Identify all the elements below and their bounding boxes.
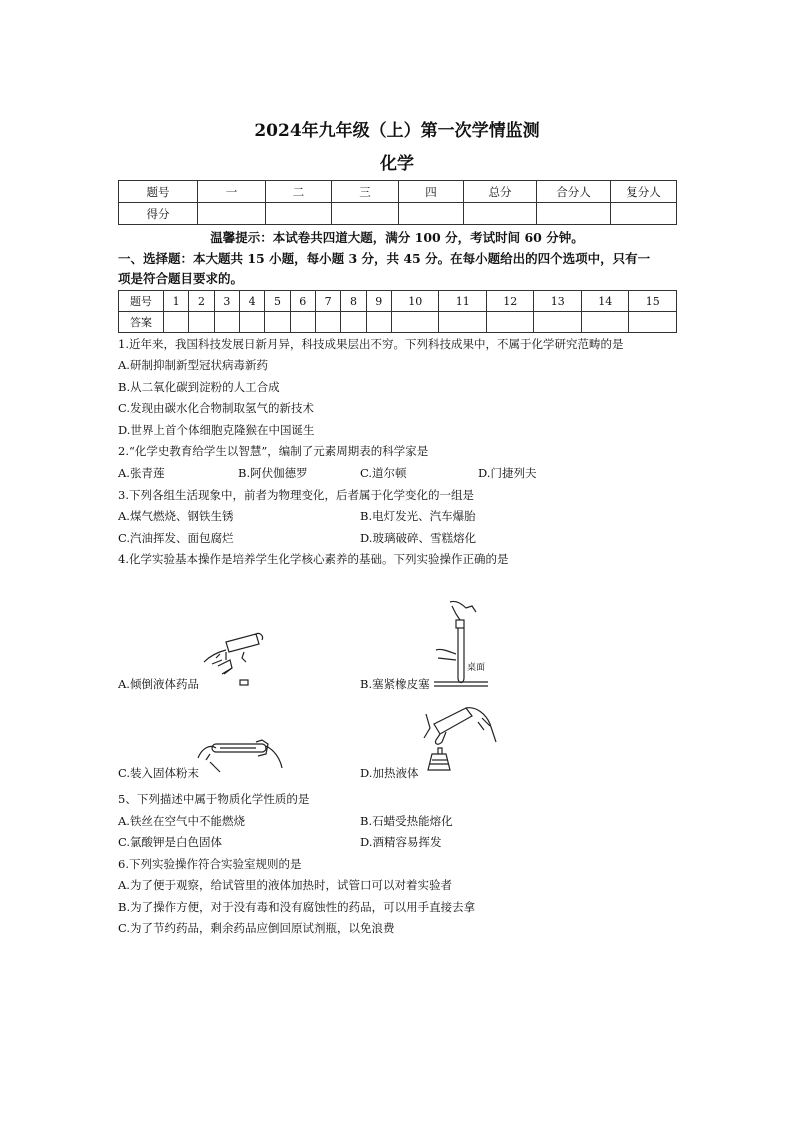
- question-number-cell: 13: [534, 291, 582, 312]
- q5-option-a: A.铁丝在空气中不能燃烧: [118, 814, 245, 828]
- score-row-label: 得分: [119, 203, 198, 225]
- section-1-line-1: 一、选择题：本大题共 15 小题，每小题 3 分，共 45 分。在每小题给出的四个选项中，只有一: [118, 251, 651, 266]
- q1-option-b: B.从二氧化碳到淀粉的人工合成: [118, 380, 280, 394]
- q4-option-d: D.加热液体: [360, 766, 419, 780]
- score-header-cell: 合分人: [537, 181, 611, 203]
- answer-row-label: 题号: [119, 291, 164, 312]
- answer-cell[interactable]: [534, 312, 582, 333]
- question-number-cell: 6: [290, 291, 315, 312]
- page-title: 2024年九年级（上）第一次学情监测: [254, 121, 540, 141]
- q5-option-d: D.酒精容易挥发: [360, 835, 442, 849]
- q1-stem: 1.近年来，我国科技发展日新月异，科技成果层出不穷。下列科技成果中，不属于化学研究范畴的是: [118, 337, 624, 351]
- score-cell[interactable]: [464, 203, 537, 225]
- pour-liquid-illustration: [196, 622, 268, 694]
- score-table: [118, 180, 677, 225]
- answer-cell[interactable]: [341, 312, 366, 333]
- exam-hint: 温馨提示：本试卷共四道大题，满分 100 分，考试时间 60 分钟。: [210, 230, 584, 245]
- q4-stem: 4.化学实验基本操作是培养学生化学核心素养的基础。下列实验操作正确的是: [118, 552, 509, 566]
- q4-b-desk-label: 桌面: [467, 663, 486, 673]
- q2-option-b: B.阿伏伽德罗: [238, 466, 308, 480]
- answer-cell[interactable]: [164, 312, 189, 333]
- section-1-heading: [118, 249, 678, 289]
- question-number-cell: 1: [164, 291, 189, 312]
- score-cell[interactable]: [332, 203, 399, 225]
- load-powder-illustration: [196, 734, 286, 774]
- answer-cell[interactable]: [366, 312, 391, 333]
- score-header-cell: 一: [198, 181, 266, 203]
- answer-table-number-row: [119, 291, 677, 312]
- q2-stem: 2.“化学史教育给学生以智慧”，编制了元素周期表的科学家是: [118, 444, 429, 458]
- answer-cell[interactable]: [391, 312, 439, 333]
- question-number-cell: 11: [439, 291, 487, 312]
- answer-cell[interactable]: [290, 312, 315, 333]
- q1-option-a: A.研制抑制新型冠状病毒新药: [118, 358, 268, 372]
- answer-cell[interactable]: [239, 312, 264, 333]
- q6-option-c: C.为了节约药品，剩余药品应倒回原试剂瓶，以免浪费: [118, 921, 395, 935]
- answer-cell[interactable]: [214, 312, 239, 333]
- q4-option-a: A.倾倒液体药品: [118, 677, 199, 691]
- question-number-cell: 9: [366, 291, 391, 312]
- question-number-cell: 5: [265, 291, 290, 312]
- heat-liquid-illustration: [416, 704, 506, 780]
- score-cell[interactable]: [537, 203, 611, 225]
- question-number-cell: 15: [629, 291, 677, 312]
- score-table-header-row: [119, 181, 677, 203]
- score-header-cell: 题号: [119, 181, 198, 203]
- question-number-cell: 2: [189, 291, 214, 312]
- score-cell[interactable]: [611, 203, 677, 225]
- question-number-cell: 3: [214, 291, 239, 312]
- q3-option-b: B.电灯发光、汽车爆胎: [360, 509, 476, 523]
- question-number-cell: 7: [315, 291, 340, 312]
- question-number-cell: 10: [391, 291, 439, 312]
- answer-cell[interactable]: [265, 312, 290, 333]
- question-number-cell: 14: [581, 291, 629, 312]
- question-number-cell: 12: [486, 291, 534, 312]
- answer-cell[interactable]: [486, 312, 534, 333]
- answer-table-answer-row: [119, 312, 677, 333]
- score-cell[interactable]: [198, 203, 266, 225]
- score-header-cell: 二: [266, 181, 332, 203]
- score-table-score-row: [119, 203, 677, 225]
- q4-option-c: C.装入固体粉末: [118, 766, 200, 780]
- score-header-cell: 总分: [464, 181, 537, 203]
- answer-cell[interactable]: [189, 312, 214, 333]
- q2-option-c: C.道尔顿: [360, 466, 407, 480]
- q4-option-b: B.塞紧橡皮塞: [360, 677, 430, 691]
- q2-option-d: D.门捷列夫: [478, 466, 537, 480]
- q1-option-c: C.发现由碳水化合物制取氢气的新技术: [118, 401, 315, 415]
- subject-title: 化学: [380, 154, 414, 174]
- score-header-cell: 复分人: [611, 181, 677, 203]
- score-cell[interactable]: [266, 203, 332, 225]
- answer-cell[interactable]: [315, 312, 340, 333]
- section-1-line-2: 项是符合题目要求的。: [118, 271, 244, 286]
- q2-option-a: A.张青莲: [118, 466, 165, 480]
- score-cell[interactable]: [399, 203, 464, 225]
- q3-option-d: D.玻璃破碎、雪糕熔化: [360, 531, 476, 545]
- q5-stem: 5、下列描述中属于物质化学性质的是: [118, 792, 310, 806]
- answer-cell[interactable]: [439, 312, 487, 333]
- q6-option-a: A.为了便于观察，给试管里的液体加热时，试管口可以对着实验者: [118, 878, 452, 892]
- q5-option-c: C.氯酸钾是白色固体: [118, 835, 223, 849]
- question-number-cell: 8: [341, 291, 366, 312]
- q3-stem: 3.下列各组生活现象中，前者为物理变化，后者属于化学变化的一组是: [118, 488, 474, 502]
- answer-row-label: 答案: [119, 312, 164, 333]
- q3-option-c: C.汽油挥发、面包腐烂: [118, 531, 234, 545]
- insert-stopper-illustration: [432, 600, 492, 690]
- answer-table: [118, 290, 677, 333]
- answer-cell[interactable]: [629, 312, 677, 333]
- score-header-cell: 四: [399, 181, 464, 203]
- q3-option-a: A.煤气燃烧、钢铁生锈: [118, 509, 234, 523]
- score-header-cell: 三: [332, 181, 399, 203]
- q5-option-b: B.石蜡受热能熔化: [360, 814, 453, 828]
- q6-option-b: B.为了操作方便，对于没有毒和没有腐蚀性的药品，可以用手直接去拿: [118, 900, 476, 914]
- q6-stem: 6.下列实验操作符合实验室规则的是: [118, 857, 302, 871]
- question-number-cell: 4: [239, 291, 264, 312]
- q1-option-d: D.世界上首个体细胞克隆猴在中国诞生: [118, 423, 315, 437]
- answer-cell[interactable]: [581, 312, 629, 333]
